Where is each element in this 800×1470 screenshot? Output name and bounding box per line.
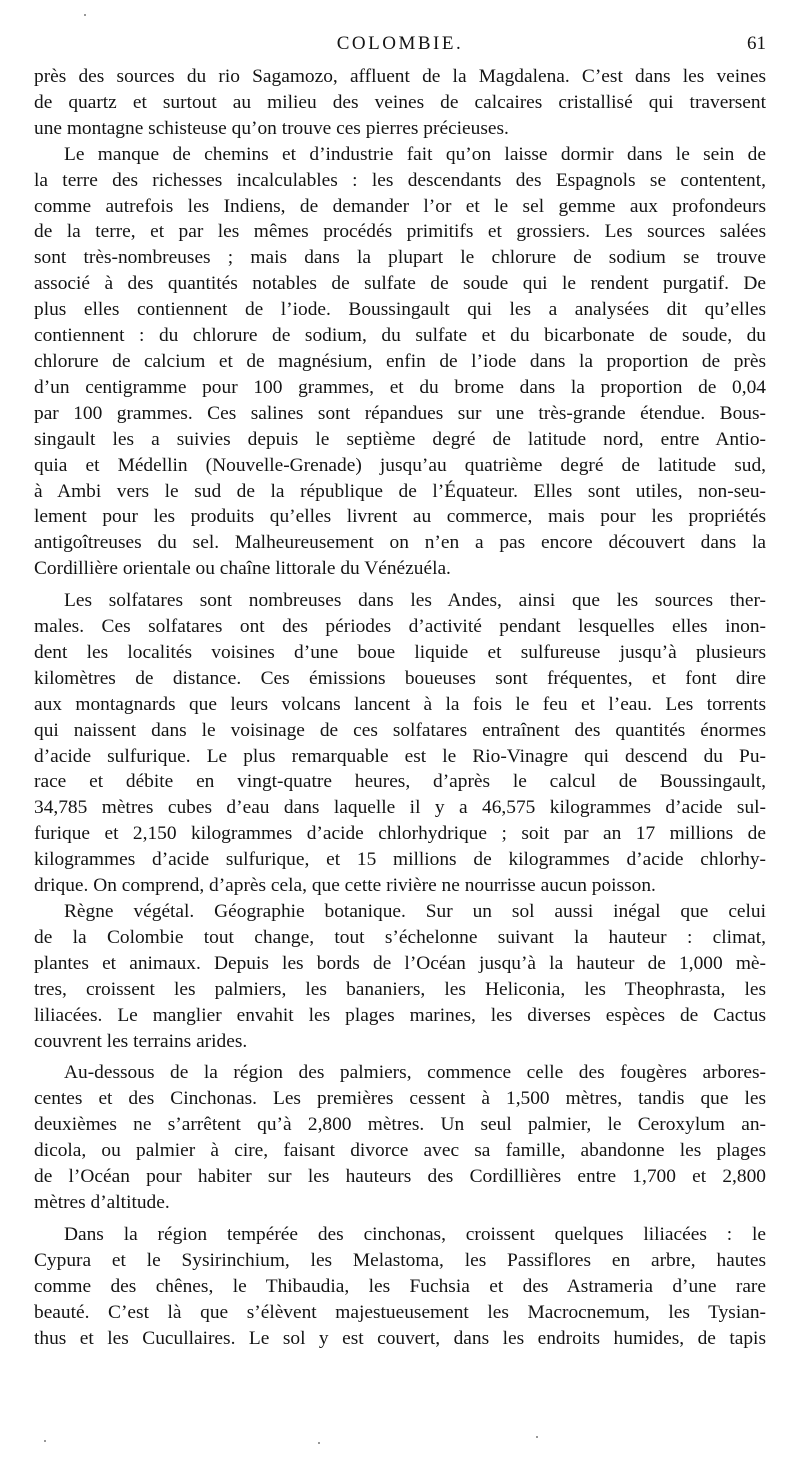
text-line: males. Ces solfatares ont des périodes d’activité pendant lesquelles elles inon-: [34, 616, 766, 638]
page-number: 61: [747, 33, 766, 54]
text-line: d’un centigramme pour 100 grammes, et du brome dans la proportion de 0,04: [34, 376, 766, 398]
text-line: dicola, ou palmier à cire, faisant divorce avec sa famille, abandonne les plages: [34, 1140, 766, 1162]
paragraph: [34, 899, 766, 1054]
text-line: singault les a suivies depuis le septième degré de latitude nord, entre Antio-: [34, 428, 766, 450]
text-line: d’acide sulfurique. Le plus remarquable est le Rio-Vinagre qui descend du Pu-: [34, 745, 766, 767]
paragraph: [34, 142, 766, 582]
text-line: 34,785 mètres cubes d’eau dans laquelle il y a 46,575 kilogrammes d’acide sul-: [34, 797, 766, 819]
text-line: contiennent : du chlorure de sodium, du sulfate et du bicarbonate de soude, du: [34, 325, 766, 347]
text-line: tres, croissent les palmiers, les bananiers, les Heliconia, les Theophrasta, les: [34, 978, 766, 1000]
text-line: Le manque de chemins et d’industrie fait qu’on laisse dormir dans le sein de: [64, 143, 766, 165]
text-line: centes et des Cinchonas. Les premières cessent à 1,500 mètres, tandis que les: [34, 1088, 766, 1110]
text-line: Cordillière orientale ou chaîne littorale du Vénézuéla.: [34, 558, 451, 580]
text-line: de l’Océan pour habiter sur les hauteurs des Cordillières entre 1,700 et 2,800: [34, 1166, 766, 1188]
text-line: furique et 2,150 kilogrammes d’acide chlorhydrique ; soit par an 17 millions de: [34, 823, 766, 845]
text-line: qui naissent dans le voisinage de ces solfatares entraînent des quantités énormes: [34, 719, 766, 741]
text-line: quia et Médellin (Nouvelle-Grenade) jusqu’au quatrième degré de latitude sud,: [34, 454, 766, 476]
text-line: race et débite en vingt-quatre heures, d’après le calcul de Boussingault,: [34, 771, 766, 793]
paragraph: [34, 588, 766, 899]
paper-speck: [44, 1440, 46, 1442]
text-line: associé à des quantités notables de sulfate de soude qui le rendent purgatif. De: [34, 273, 766, 295]
text-line: une montagne schisteuse qu’on trouve ces pierres précieuses.: [34, 117, 509, 139]
paragraph: [34, 64, 766, 142]
text-line: couvrent les terrains arides.: [34, 1030, 248, 1052]
paper-speck: [536, 1436, 538, 1438]
text-line: mètres d’altitude.: [34, 1191, 170, 1213]
text-line: Les solfatares sont nombreuses dans les Andes, ainsi que les sources ther-: [64, 590, 766, 612]
text-line: liliacées. Le manglier envahit les plages marines, les diverses espèces de Cactus: [34, 1004, 766, 1026]
text-line: deuxièmes ne s’arrêtent qu’à 2,800 mètres. Un seul palmier, le Ceroxylum an-: [34, 1114, 766, 1136]
page-body: [34, 64, 766, 1351]
text-line: chlorure de calcium et de magnésium, enfin de l’iode dans la proportion de près: [34, 350, 766, 372]
text-line: à Ambi vers le sud de la république de l’Équateur. Elles sont utiles, non-seu-: [34, 480, 766, 502]
text-line: plantes et animaux. Depuis les bords de l’Océan jusqu’à la hauteur de 1,000 mè-: [34, 952, 766, 974]
text-line: aux montagnards que leurs volcans lancent à la fois le feu et l’eau. Les torrents: [34, 693, 766, 715]
text-line: lement pour les produits qu’elles livrent au commerce, mais pour les propriétés: [34, 506, 766, 528]
text-line: comme autrefois les Indiens, de demander l’or et le sel gemme aux profondeurs: [34, 195, 766, 217]
paper-speck: [318, 1442, 320, 1444]
text-line: kilogrammes d’acide sulfurique, et 15 millions de kilogrammes d’acide chlorhy-: [34, 849, 766, 871]
text-line: Cypura et le Sysirinchium, les Melastoma, les Passiflores en arbre, hautes: [34, 1249, 766, 1271]
paragraph: [34, 1222, 766, 1352]
text-line: de la terre, et par les mêmes procédés primitifs et grossiers. Les sources salées: [34, 221, 766, 243]
text-line: sont très-nombreuses ; mais dans la plupart le chlorure de sodium se trouve: [34, 247, 766, 269]
text-line: Au-dessous de la région des palmiers, commence celle des fougères arbores-: [64, 1062, 766, 1084]
text-line: Dans la région tempérée des cinchonas, croissent quelques liliacées : le: [64, 1223, 766, 1245]
text-line: kilomètres de distance. Ces émissions boueuses sont fréquentes, et font dire: [34, 667, 766, 689]
text-line: drique. On comprend, d’après cela, que cette rivière ne nourrisse aucun poisson.: [34, 875, 656, 897]
text-line: plus elles contiennent de l’iode. Boussingault qui les a analysées dit qu’elles: [34, 299, 766, 321]
paper-speck: [84, 14, 86, 16]
text-line: près des sources du rio Sagamozo, affluent de la Magdalena. C’est dans les veines: [34, 66, 766, 87]
running-title: COLOMBIE.: [336, 33, 464, 54]
text-line: beauté. C’est là que s’élèvent majestueusement les Macrocnemum, les Tysian-: [34, 1301, 766, 1323]
text-line: comme des chênes, le Thibaudia, les Fuchsia et des Astrameria d’une rare: [34, 1275, 766, 1297]
text-line: de la Colombie tout change, tout s’échelonne suivant la hauteur : climat,: [34, 926, 766, 948]
text-line: Règne végétal. Géographie botanique. Sur un sol aussi inégal que celui: [64, 901, 766, 922]
paragraph: [34, 1060, 766, 1215]
text-line: par 100 grammes. Ces salines sont répandues sur une très-grande étendue. Bous-: [34, 402, 766, 424]
text-line: la terre des richesses incalculables : les descendants des Espagnols se contentent,: [34, 169, 766, 191]
text-line: thus et les Cucullaires. Le sol y est couvert, dans les endroits humides, de tapis: [34, 1327, 766, 1349]
text-line: antigoîtreuses du sel. Malheureusement on n’en a pas encore découvert dans la: [34, 532, 766, 554]
text-line: dent les localités voisines d’une boue liquide et sulfureuse jusqu’à plusieurs: [34, 641, 766, 663]
text-line: de quartz et surtout au milieu des veines de calcaires cristallisé qui traversent: [34, 91, 766, 113]
running-header: [34, 30, 766, 62]
